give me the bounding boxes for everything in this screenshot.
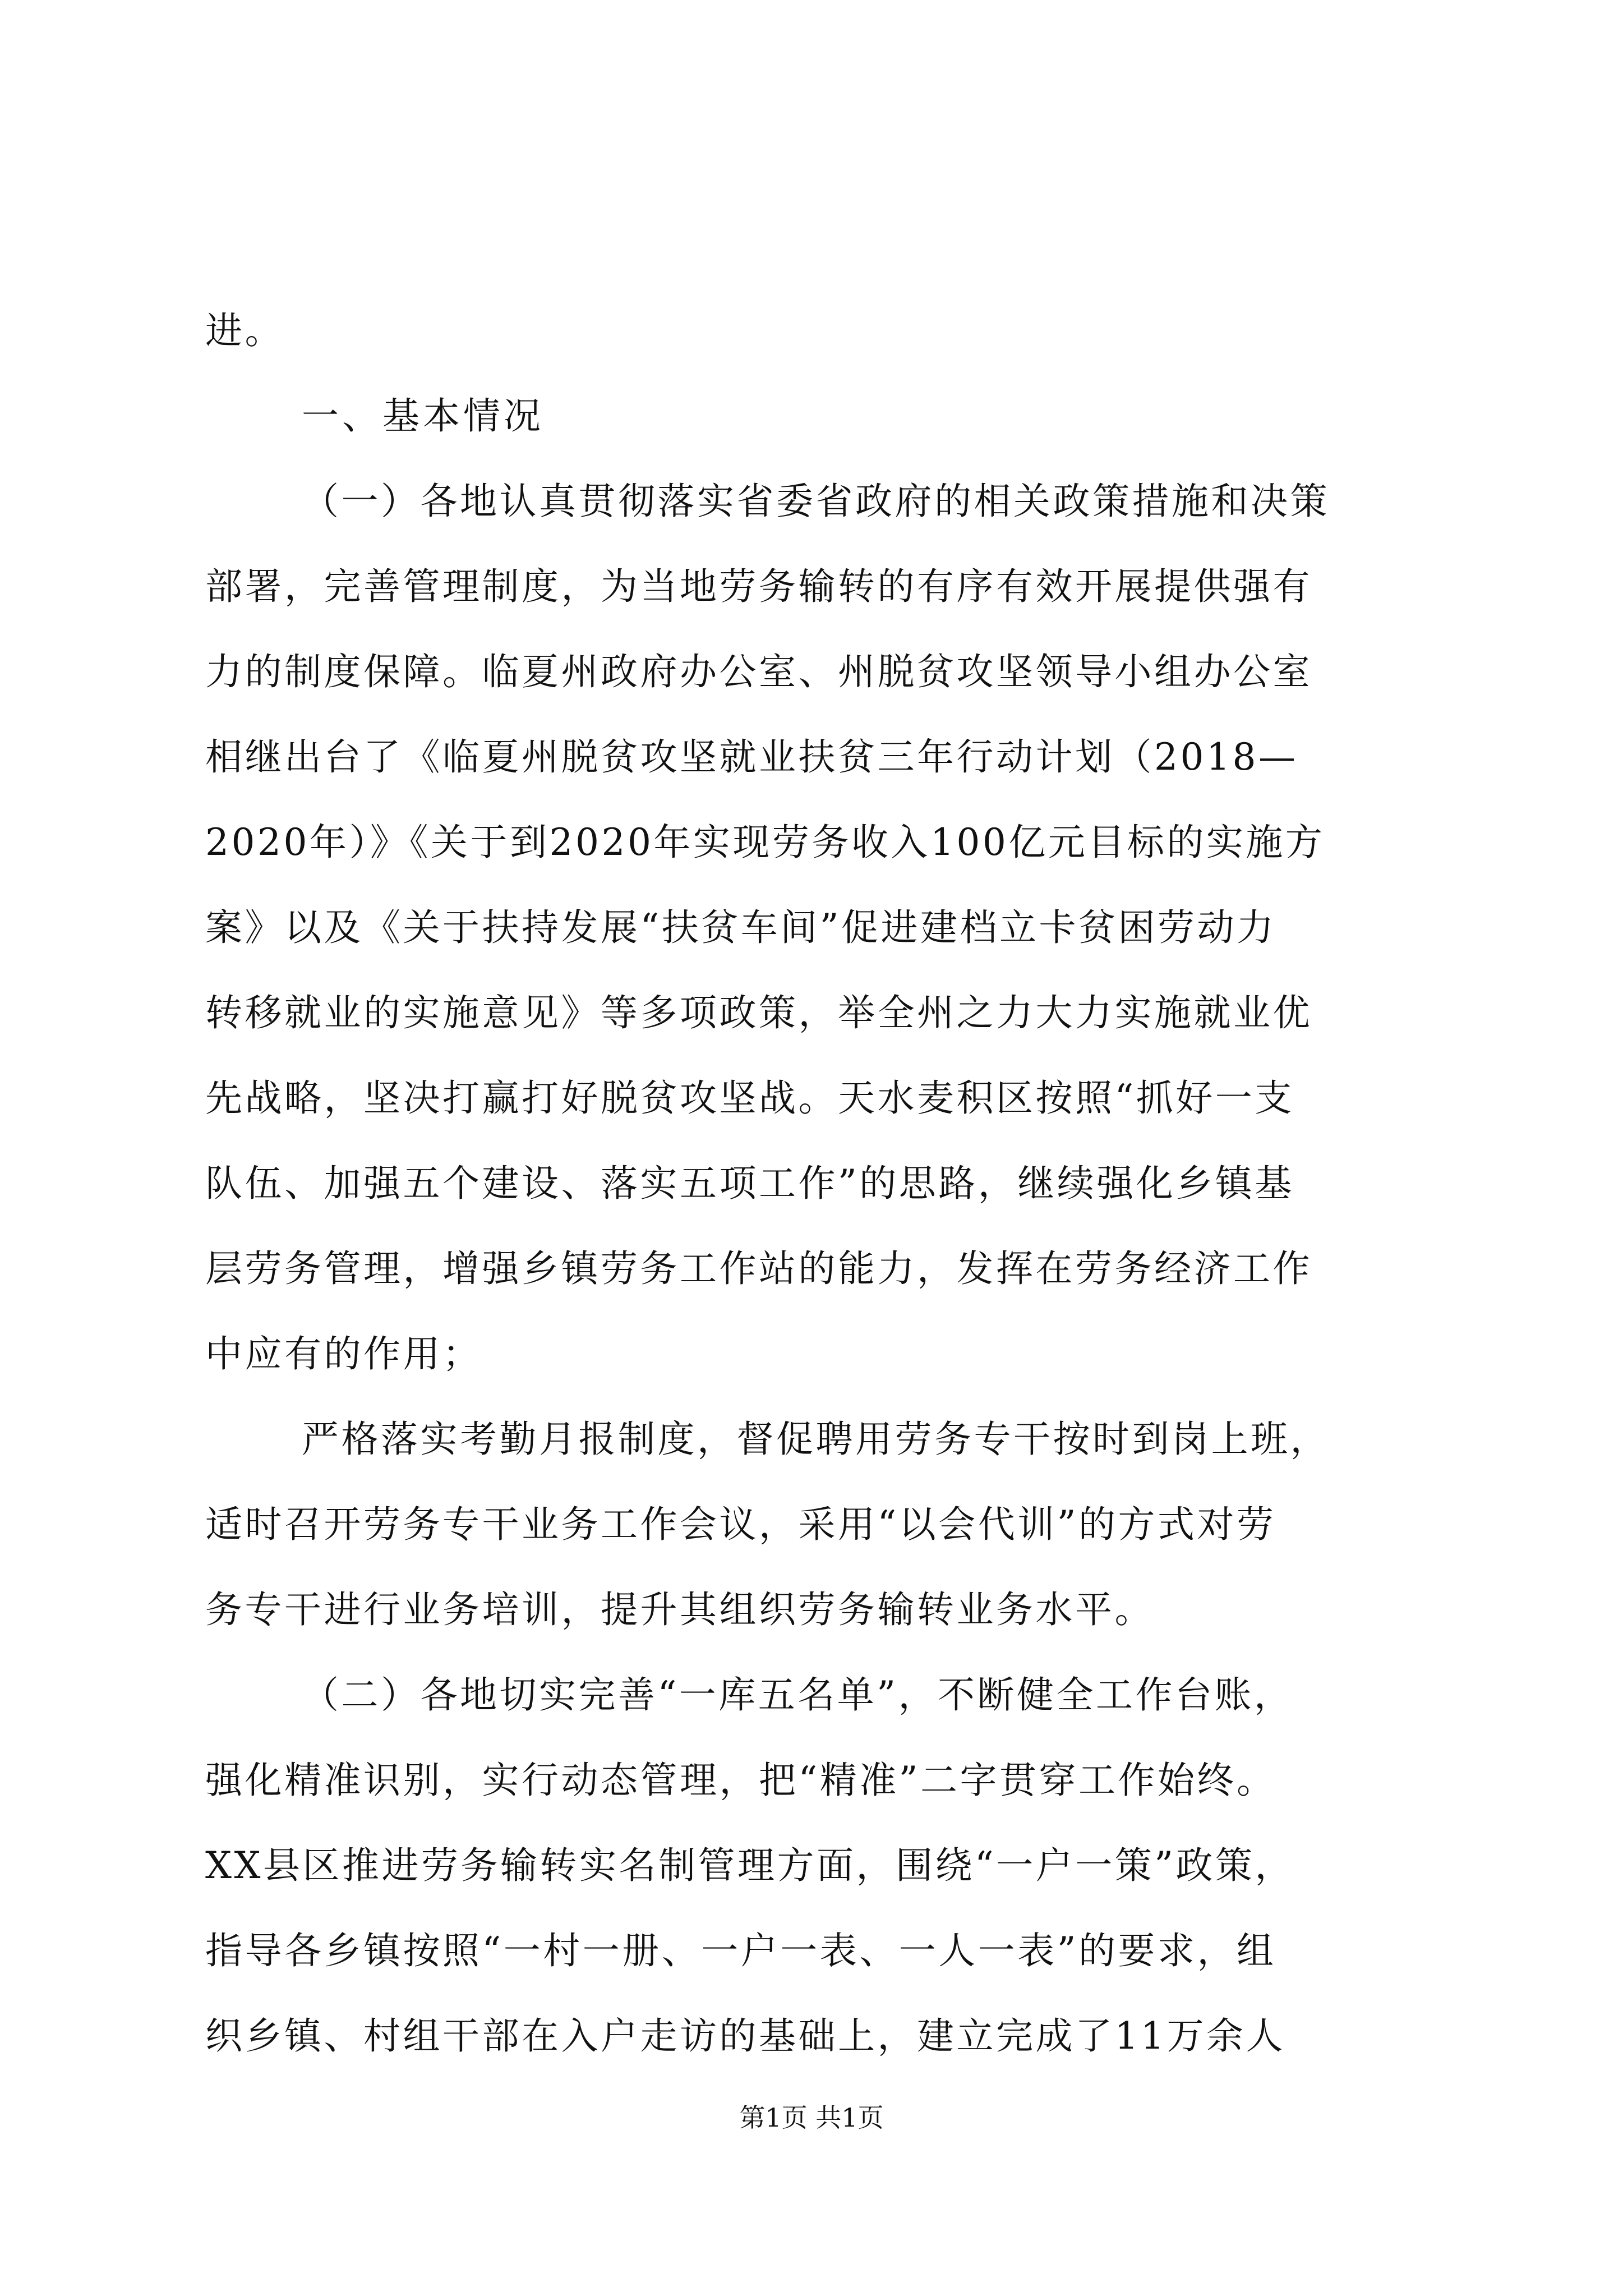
text-line: 进。	[205, 309, 284, 352]
text-line: 严格落实考勤月报制度，督促聘用劳务专干按时到岗上班，	[302, 1418, 1330, 1461]
text-line: 强化精准识别，实行动态管理，把“精准”二字贯穿工作始终。	[205, 1759, 1276, 1802]
text-line: 先战略，坚决打赢打好脱贫攻坚战。天水麦积区按照“抓好一支	[205, 1076, 1294, 1120]
text-line: 力的制度保障。临夏州政府办公室、州脱贫攻坚领导小组办公室	[205, 650, 1312, 693]
text-line: 案》以及《关于扶持发展“扶贫车间”促进建档立卡贫困劳动力	[205, 906, 1276, 949]
text-line: （一）各地认真贯彻落实省委省政府的相关政策措施和决策	[302, 480, 1330, 523]
page-footer: 第1页 共1页	[739, 2102, 884, 2133]
text-line: （二）各地切实完善“一库五名单”，不断健全工作台账，	[302, 1673, 1294, 1717]
text-line: 中应有的作用；	[205, 1332, 482, 1375]
text-line: 2020年）》《关于到2020年实现劳务收入100亿元目标的实施方	[205, 821, 1325, 864]
text-line: 转移就业的实施意见》等多项政策，举全州之力大力实施就业优	[205, 991, 1312, 1034]
text-line: 相继出台了《临夏州脱贫攻坚就业扶贫三年行动计划（2018—	[205, 735, 1298, 779]
text-line: 部署，完善管理制度，为当地劳务输转的有序有效开展提供强有	[205, 565, 1312, 608]
text-line: 务专干进行业务培训，提升其组织劳务输转业务水平。	[205, 1588, 1154, 1631]
text-line: 指导各乡镇按照“一村一册、一户一表、一人一表”的要求，组	[205, 1929, 1276, 1972]
text-line: XX县区推进劳务输转实名制管理方面，围绕“一户一策”政策，	[205, 1844, 1294, 1887]
section-heading: 一、基本情况	[302, 394, 544, 438]
text-line: 层劳务管理，增强乡镇劳务工作站的能力，发挥在劳务经济工作	[205, 1247, 1312, 1290]
text-line: 队伍、加强五个建设、落实五项工作”的思路，继续强化乡镇基	[205, 1162, 1294, 1205]
text-line: 适时召开劳务专干业务工作会议，采用“以会代训”的方式对劳	[205, 1503, 1276, 1546]
text-line: 织乡镇、村组干部在入户走访的基础上，建立完成了11万余人	[205, 2014, 1285, 2058]
